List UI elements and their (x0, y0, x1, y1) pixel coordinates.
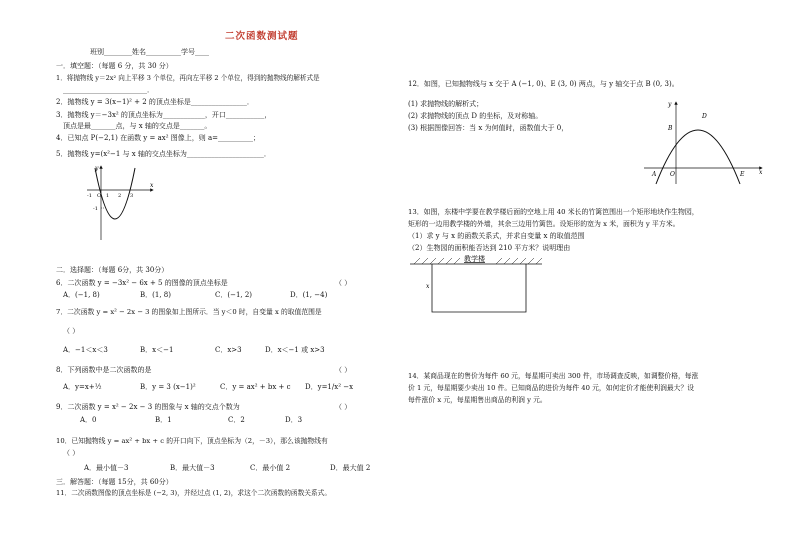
q9-option-b: B．1 (155, 416, 172, 424)
q9-option-a: A．0 (80, 416, 97, 424)
question-6-answer: （ ） (335, 279, 352, 287)
q6-option-b: B．(1, 8) (140, 291, 171, 299)
tick-1: 1 (106, 193, 110, 199)
question-5: 5．抛物线 y=(x²−1 与 x 轴的交点坐标为______________________． (56, 150, 271, 158)
q10-option-d: D．最大值 2 (330, 464, 371, 472)
question-12-part-3: (3) 根据图像回答：当 x 为何值时，函数值大于 0， (408, 124, 569, 132)
x-label: x (759, 169, 763, 176)
origin-label: O (97, 193, 102, 199)
q9-option-d: D．3 (285, 416, 303, 424)
q7-option-d: D．x＜−1 或 x>3 (265, 346, 325, 354)
q6-option-a: A．(−1, 8) (63, 291, 100, 299)
q7-option-c: C．x>3 (215, 346, 242, 354)
point-d-label: D (702, 113, 707, 120)
question-1-blank: ________________________． (63, 86, 154, 94)
fence-rectangle (432, 264, 526, 312)
q8-option-d: D．y=1/x² −x (305, 383, 354, 391)
question-3-line-1: 3．抛物线 y＝−3x² 的顶点坐标为____________，开口___________， (56, 111, 272, 119)
tick-y-minus1: -1 (93, 206, 98, 212)
question-4: 4．已知点 P(−2,1) 在函数 y = ax² 图像上，则 a=__________； (56, 134, 260, 142)
tick-3: 3 (130, 193, 134, 199)
section-solutions: 三．解答题：（每题 15分，共 60分） (56, 478, 173, 486)
question-7: 7．二次函数 y = x² − 2x − 3 的图象如上图所示．当 y＜0 时，自变量 x 的取值范围是 (56, 308, 322, 316)
student-info-line: 班别________姓名__________学号____ (90, 48, 209, 56)
q6-option-c: C．(−1, 2) (215, 291, 253, 299)
tick-minus1: -1 (87, 193, 92, 199)
building-label: 教学楼 (464, 255, 485, 263)
page-title: 二次函数测试题 (225, 31, 299, 42)
question-1: 1．将抛物线 y＝2x² 向上平移 3 个单位，再向左平移 2 个单位，得到的抛物线的解析式是 (56, 74, 320, 82)
question-13-part-2: （2）生物园的面积能否达到 210 平方米？说明理由 (408, 244, 571, 252)
question-13-line-2: 矩形的一边用教学楼的外墙，其余三边用竹篱笆。设矩形的宽为 x 米，面积为 y 平方米。 (408, 220, 680, 228)
question-13-line-1: 13．如图，东楼中学要在教学楼后面的空地上用 40 米长的竹篱笆围出一个矩形地块作生物园， (408, 208, 699, 216)
question-6: 6．二次函数 y = −3x² − 6x + 5 的图像的顶点坐标是 (56, 279, 228, 287)
question-3-line-2: 顶点是最_______点，与 x 轴的交点是_______。 (63, 122, 212, 130)
question-12-part-1: (1) 求抛物线的解析式； (408, 100, 484, 108)
question-12-part-2: (2) 求抛物线的顶点 D 的坐标，及对称轴。 (408, 112, 543, 120)
question-14-line-3: 每件涨价 x 元，每星期售出商品的利润 y 元。 (408, 396, 547, 404)
question-14-line-1: 14．某商品现在的售价为每件 60 元，每星期可卖出 300 件，市场调查反映，如调整价格，每涨 (408, 372, 699, 380)
section-fill-blank: 一．填空题：（每题 6 分，共 30 分） (56, 62, 173, 70)
q6-option-d: D．(1, −4) (290, 291, 328, 299)
q8-option-b: B．y = 3 (x−1)² (140, 383, 196, 391)
q8-option-c: C．y = ax² + bx + c (220, 383, 291, 391)
q10-option-c: C．最小值 2 (250, 464, 291, 472)
q9-option-c: C．2 (228, 416, 245, 424)
parabola-curve (656, 130, 740, 184)
width-label: x (426, 283, 430, 290)
q5-parabola-graph (85, 162, 160, 242)
question-7-answer: （ ） (63, 327, 80, 335)
x-label: x (150, 182, 154, 189)
question-2: 2．抛物线 y = 3(x−1)² + 2 的顶点坐标是________________． (56, 98, 254, 106)
question-8: 8．下列函数中是二次函数的是 (56, 366, 152, 374)
question-10: 10．已知抛物线 y = ax² + bx + c 的开口向下，顶点坐标为（2，－3），那么该抛物线有 (56, 437, 328, 445)
y-label: y (668, 101, 672, 108)
section-multiple-choice: 二．选择题：（每题 6分，共 30分） (56, 266, 169, 274)
point-b-label: B (668, 125, 673, 132)
question-13-part-1: （1）求 y 与 x 的函数关系式，并求自变量 x 的取值范围 (408, 232, 585, 240)
q10-option-a: A．最小值－3 (84, 464, 129, 472)
question-10-answer: （ ） (63, 449, 80, 457)
q7-option-b: B．x＜−1 (140, 346, 174, 354)
question-12: 12．如图，已知抛物线与 x 交于 A (−1, 0)、E (3, 0) 两点，与 y 轴交于点 B (0, 3)。 (408, 80, 679, 88)
origin-label: O (670, 171, 675, 178)
q13-fence-diagram (410, 252, 545, 317)
question-9-answer: （ ） (335, 403, 352, 411)
question-11: 11．二次函数图像的顶点坐标是 (−2, 3)，并经过点 (1, 2)，求这个二次函数的函数关系式。 (56, 489, 332, 497)
tick-2: 2 (118, 193, 122, 199)
question-9: 9．二次函数 y = x² − 2x − 3 的图象与 x 轴的交点个数为 (56, 403, 240, 411)
point-a-label: A (652, 171, 657, 178)
y-label: y (95, 165, 99, 172)
point-e-label: E (740, 171, 745, 178)
q10-option-b: B．最大值－3 (170, 464, 215, 472)
q8-option-a: A．y=x+½ (63, 383, 102, 391)
question-8-answer: （ ） (335, 366, 352, 374)
question-14-line-2: 价 1 元，每星期要少卖出 10 件。已知商品的进价为每件 40 元，如何定价才能使利润最大？设 (408, 384, 695, 392)
q12-parabola-graph (640, 96, 765, 186)
q7-option-a: A．−1＜x＜3 (63, 346, 108, 354)
